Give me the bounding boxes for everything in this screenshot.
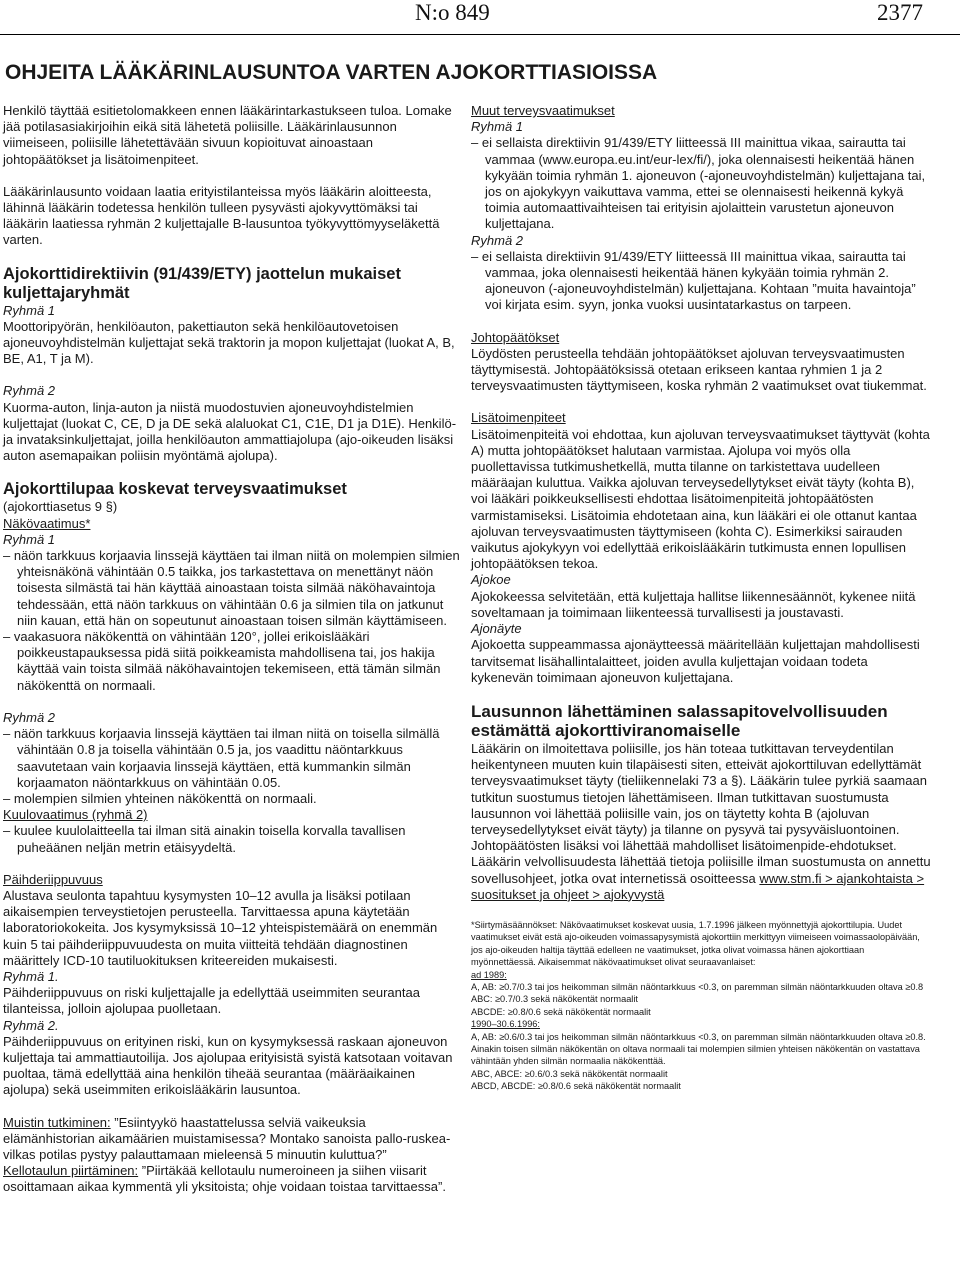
statement-sending-heading: Lausunnon lähettäminen salassapitovelvollisuuden estämättä ajokorttiviranomaiselle [471, 701, 888, 741]
statement-sending-text [471, 741, 931, 903]
footnote-line: A, AB: ≥0.6/0.3 tai jos heikomman silmän näöntarkkuus <0.3, on paremman silmän näöntarkkuuden oltava ≥0.8. Ainakin toisen silmän näkökentän on oltava normaali tai molempien silmien yhteisen näkökentän on vastattava vähintään yhden silmän normaalia näkökenttää. [471, 1031, 926, 1067]
additional-measures-label: Lisätoimenpiteet [471, 410, 566, 426]
footnote-line: ABCD, ABCDE: ≥0.8/0.6 sekä näkökentät normaalit [471, 1081, 681, 1092]
page-number: N:o 849 [415, 0, 490, 25]
memory-test-paragraph [3, 1115, 461, 1164]
health-requirements-heading: Ajokorttilupaa koskevat terveysvaatimukset [3, 480, 347, 499]
intro-paragraph-2: Lääkärinlausunto voidaan laatia erityistilanteissa myös lääkärin aloitteesta, lähinnä lääkärin todetessa henkilön tulleen pysyvästi ajokyvyttömäksi tai lääkärin laatiessa ryhmän 2 kuljettajalle B-lausuntoa työkyvyttömyyseläkettä varten. [3, 183, 440, 248]
health-requirements-subtitle: (ajokorttiasetus 9 §) [3, 499, 118, 515]
other-requirements-label: Muut terveysvaatimukset [471, 103, 615, 118]
vision-requirement-label: Näkövaatimus* [3, 515, 91, 531]
substance-group-2-text: Päihderiippuvuus on erityinen riski, kun on kysymyksessä raskaan ajoneuvon kuljettaja tai ammattiautoilija. Jos ajolupaa erityisistä syistä katsotaan voitavan puoltaa, tämä edellyttää aina henkilön tiheää seurantaa (määräaikainen ajolupa) sekä useimmiten erikoislääkärin lausuntoa. [3, 1033, 453, 1098]
hearing-requirement-label: Kuulovaatimus (ryhmä 2) [3, 807, 148, 823]
footnote-line: ABC, ABCE: ≥0.6/0.3 sekä näkökentät normaalit [471, 1068, 668, 1079]
footnote-line: ABC: ≥0.7/0.3 sekä näkökentät normaalit [471, 994, 638, 1005]
right-column [471, 103, 931, 1093]
conclusions-label: Johtopäätökset [471, 329, 560, 345]
footnote-heading-1990: 1990–30.6.1996: [471, 1019, 540, 1030]
group-1-label: Ryhmä 1 [3, 302, 56, 318]
substance-dependence-text: Alustava seulonta tapahtuu kysymysten 10–12 avulla ja lisäksi potilaan aikaisempien terveystietojen perusteella. Tarvittaessa apuna käytetään laboratoriokokeita. Jos kysymyksissä 10–12 yhteispistemäärä on enemmän kuin 5 tai päihderiippuvuudesta on muita viitteitä tehdään diagnostinen määrittely ICD-10 tautiluokituksen kriteereiden mukaisesti. [3, 887, 438, 968]
intro-paragraph-1: Henkilö täyttää esitietolomakkeen ennen lääkärintarkastukseen tuloa. Lomake jää potilasasiakirjoihin eikä sitä lähetetä poliisille. Lääkärinlausunnon viimeiseen, poliisille lähetettävään sivuun kopioituvat ainoastaan johtopäätökset ja lisätoimenpiteet. [3, 103, 452, 167]
substance-dependence-label: Päihderiippuvuus [3, 871, 103, 887]
issue-number: 2377 [877, 0, 923, 25]
other-group-1-label: Ryhmä 1 [471, 119, 524, 135]
vision-group-1-item: – vaakasuora näkökenttä on vähintään 120°, jollei erikoislääkäri poikkeustapauksessa pidä siitä poikkeamista mahdollisena tai, jos hakija käyttää vain toista silmää näköhavaintojen tekemiseen, että tämän silmän näkökenttä on normaali. [3, 629, 441, 693]
other-group-1-item: – ei sellaista direktiivin 91/439/ETY liitteessä III mainittua vikaa, sairautta tai vammaa (www.europa.eu.int/eur-lex/fi/), joka olennaisesti heikentää hänen kykyään toimia ryhmän 1. ajoneuvon (-ajoneuvoyhdistelmän) kuljettajana tai, jos on ajokykyyn vaikuttava vamma, ettei se olennaisesti heikennä kykyä toimia automaattivaihteisen tai erityisin ajolaittein varustetun ajoneuvon kuljettajana. [471, 135, 926, 232]
substance-group-1-text: Päihderiippuvuus on riski kuljettajalle ja edellyttää useimmiten seurantaa tilanteissa, jolloin ajolupaa puolletaan. [3, 985, 420, 1017]
driver-groups-heading: Ajokorttidirektiivin (91/439/ETY) jaottelun mukaiset kuljettajaryhmät [3, 264, 401, 302]
vision-group-1-item: – näön tarkkuus korjaavia linssejä käyttäen tai ilman niitä on molempien silmien yhteisnäkönä vähintään 0.5 taikka, jos tarkastettava on menettänyt näön toisesta silmästä tai hän käyttää ainoastaan toista silmää näköhavaintoja tehdessään, että näön tarkkuus on vähintään 0.6 ja silmien tila on jatkunut niin kauan, että hän on sopeutunut ainoastaan toisen silmän käyttämiseen. [3, 548, 460, 628]
conclusions-text: Löydösten perusteella tehdään johtopäätökset ajoluvan terveysvaatimusten täyttymisestä. Johtopäätöksissä otetaan erikseen kantaa ryhmien 1 ja 2 terveysvaatimusten täyttymiseen, koska ryhmän 2 vaatimukset ovat tiukemmat. [471, 345, 927, 394]
driving-sample-text: Ajokoetta suppeammassa ajonäytteessä määritellään kuljettajan mahdollisesti tarvitsemat lisähallintalaitteet, joiden avulla kuljettajan voidaan todeta kykenevän toimimaan ajoneuvon kuljettajana. [471, 637, 920, 685]
memory-test-text: ”Esiintyykö haastattelussa selviä vaikeuksia elämänhistorian aikamäärien muistamisessa? Montako sanoista pallo-ruskea-vilkas potilas pystyy palauttamaan mieleensä 5 minuutin kuluttua?” [3, 1114, 451, 1162]
footnote-heading-1989: ad 1989: [471, 969, 507, 980]
clock-test-paragraph [3, 1163, 461, 1195]
vision-group-2-label: Ryhmä 2 [3, 709, 56, 725]
group-1-text: Moottoripyörän, henkilöauton, pakettiauton sekä henkilöautovetoisen ajoneuvoyhdistelmän kuljettajat sekä traktorin ja mopon kuljettajat (luokat A, B, BE, A1, T ja M). [3, 318, 455, 367]
substance-group-1-label: Ryhmä 1. [3, 968, 59, 984]
other-group-2-label: Ryhmä 2 [471, 232, 524, 248]
driving-test-text: Ajokokeessa selvitetään, että kuljettaja hallitse liikennesäännöt, kykenee niitä soveltamaan ja toimimaan liikenteessä turvallisesti ja joustavasti. [471, 588, 916, 620]
stm-link[interactable]: www.stm.fi > ajankohtaista > suositukset ja ohjeet > ajokyvystä [471, 870, 925, 902]
vision-group-1-label: Ryhmä 1 [3, 531, 56, 547]
header-rule [0, 34, 960, 35]
memory-test-label: Muistin tutkiminen: [3, 1114, 111, 1130]
additional-measures-text: Lisätoimenpiteitä voi ehdottaa, kun ajoluvan terveysvaatimukset täyttyvät (kohta A) mutta johtopäätökset halutaan varmistaa. Ajolupa voi myös olla puollettavissa tutkimushetkellä, mutta tilanne on tarkistettava uudelleen määräajan kuluttua. Vaikka ajoluvan terveysedellytykset eivät täyty (kohta B), voi lääkäri poikkeuksellisesti ehdottaa lisätoimenpiteitä johtopäätösten varmistamiseksi. Lisätoimia ehdotetaan aina, kun lääkäri ei ole ottanut kantaa ajoluvan terveysvaatimusten täyttymiseen (kohta C). Esimerkiksi sairauden vaikutus ajokykyyn voi edellyttää erikoislääkärin tutkimusta ennen lopullisen johtopäätöksen tekoa. [471, 426, 930, 572]
driving-test-label: Ajokoe [471, 572, 511, 588]
substance-group-2-label: Ryhmä 2. [3, 1017, 59, 1033]
vision-group-2-item: – näön tarkkuus korjaavia linssejä käyttäen tai ilman niitä on toisella silmällä vähintään 0.8 ja toisella vähintään 0.5 ja, jos vaadittu näöntarkkuus saavutetaan vain korjaavia linssejä käyttäen, että kummankin silmän korjaamaton näöntarkkuus on vähintään 0.05. [3, 726, 440, 790]
footnote-line: A, AB: ≥0.7/0.3 tai jos heikomman silmän näöntarkkuus <0.3, on paremman silmän näöntarkkuuden oltava ≥0.8 [471, 981, 924, 992]
other-group-2-item: – ei sellaista direktiivin 91/439/ETY liitteessä III mainittua vikaa, sairautta tai vammaa, joka olennaisesti heikentää hänen kykyään toimia ryhmän 2. ajoneuvon (-ajoneuvoyhdistelmän) kuljettajana. Kohtaan ”muita havaintoja” voi kirjata esim. syyn, jonka vuoksi uusintatarkastus on tarpeen. [471, 248, 916, 313]
left-column [3, 103, 461, 1196]
vision-group-2-item: – molempien silmien yhteinen näkökenttä on normaali. [3, 790, 317, 806]
group-2-text: Kuorma-auton, linja-auton ja niistä muodostuvien ajoneuvoyhdistelmien kuljettajat (luokat C, CE, D ja DE sekä alaluokat C1, C1E, D1 ja D1E). Henkilö- ja invataksinkuljettajat, joilla henkilöauton ammattiajolupa (ajo-oikeuden lisäksi auton asemapaikan poliisin myöntämä ajolupa). [3, 399, 457, 464]
hearing-requirement-item: – kuulee kuulolaitteella tai ilman sitä ainakin toisella korvalla tavallisen puheäänen neljän metrin etäisyydeltä. [3, 823, 406, 855]
group-2-label: Ryhmä 2 [3, 383, 56, 399]
driving-sample-label: Ajonäyte [471, 621, 522, 637]
statement-sending-body: Lääkärin on ilmoitettava poliisille, jos hän toteaa tutkittavan terveydentilan heikentyneen muuten kuin tilapäisesti siten, etteivät ajokorttiluvan edellyttämät terveysvaatimukset täyty (tieliikennelaki 73 a §). Lääkärin tulee pyrkiä saamaan tutkitun suostumus tietojen lähettämiseen. Ilman tutkittavan suostumusta lausunnon voi lähettää poliisille vain, jos on täytetty kohta B (ajoluvan terveysedellytykset eivät täyty) ja tilanne on pysyvä tai pysyväisluontoinen. Johtopäätösten lisäksi voi lähettää mahdolliset lisätoimenpide-ehdotukset. Lääkärin velvollisuudesta lähettää tietoja poliisille ilman suostumusta on annettu sovellusohjeet, jotka ovat internetissä osoitteessa [471, 740, 931, 886]
footnote-line: ABCDE: ≥0.8/0.6 sekä näkökentät normaalit [471, 1006, 651, 1017]
clock-test-text: ”Piirtäkää kellotaulu numeroineen ja siihen viisarit osoittamaan aikaa kymmentä yli yksitoista; ohje voidaan toistaa tarvittaessa”. [3, 1163, 446, 1195]
footnote-text: *Siirtymäsäännökset: Näkövaatimukset koskevat uusia, 1.7.1996 jälkeen myönnettyjä ajokorttilupia. Uudet vaatimukset eivät estä ajo-oikeuden voimassapysymistä ajokorttiin merkittyyn viimeiseen voimassaolopäivään, jos ajo-oikeuden haltija täyttää edelleen ne vaatimukset, jotka olivat voimassa hänen ajokorttiaan myönnettäessä. Aikaisemmat näkövaatimukset olivat seuraavanlaiset: [471, 919, 920, 968]
clock-test-label: Kellotaulun piirtäminen: [3, 1163, 139, 1179]
document-title: OHJEITA LÄÄKÄRINLAUSUNTOA VARTEN AJOKORTTIASIOISSA [5, 61, 658, 84]
footnote [471, 919, 931, 1093]
